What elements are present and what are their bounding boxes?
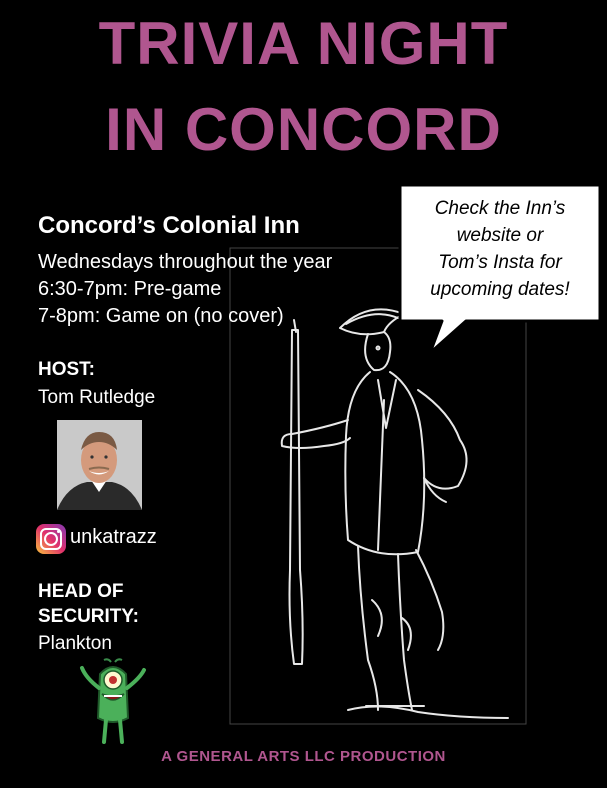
- host-label: HOST:: [38, 359, 95, 380]
- callout-line-4: upcoming dates!: [430, 279, 570, 300]
- schedule-line-3: 7-8pm: Game on (no cover): [38, 305, 284, 327]
- instagram-handle: unkatrazz: [70, 526, 157, 548]
- callout-text: [402, 195, 598, 303]
- security-name: Plankton: [38, 633, 112, 654]
- schedule-line-1: Wednesdays throughout the year: [38, 251, 333, 273]
- venue-name: Concord’s Colonial Inn: [38, 212, 300, 239]
- plankton-illustration: [78, 658, 148, 746]
- callout-line-1: Check the Inn’s: [434, 198, 566, 219]
- security-label-line-1: HEAD OF: [38, 581, 124, 602]
- host-photo: [57, 420, 142, 510]
- security-label-line-2: SECURITY:: [38, 606, 139, 627]
- host-name: Tom Rutledge: [38, 387, 156, 408]
- instagram-icon: [36, 524, 66, 554]
- schedule-line-2: 6:30-7pm: Pre-game: [38, 278, 222, 300]
- poster-title-line-1: TRIVIA NIGHT: [98, 10, 509, 77]
- poster-title-line-2: IN CONCORD: [105, 96, 502, 163]
- callout-line-3: Tom’s Insta for: [438, 252, 562, 273]
- callout-line-2: website or: [456, 225, 544, 246]
- production-credit: A GENERAL ARTS LLC PRODUCTION: [161, 748, 446, 765]
